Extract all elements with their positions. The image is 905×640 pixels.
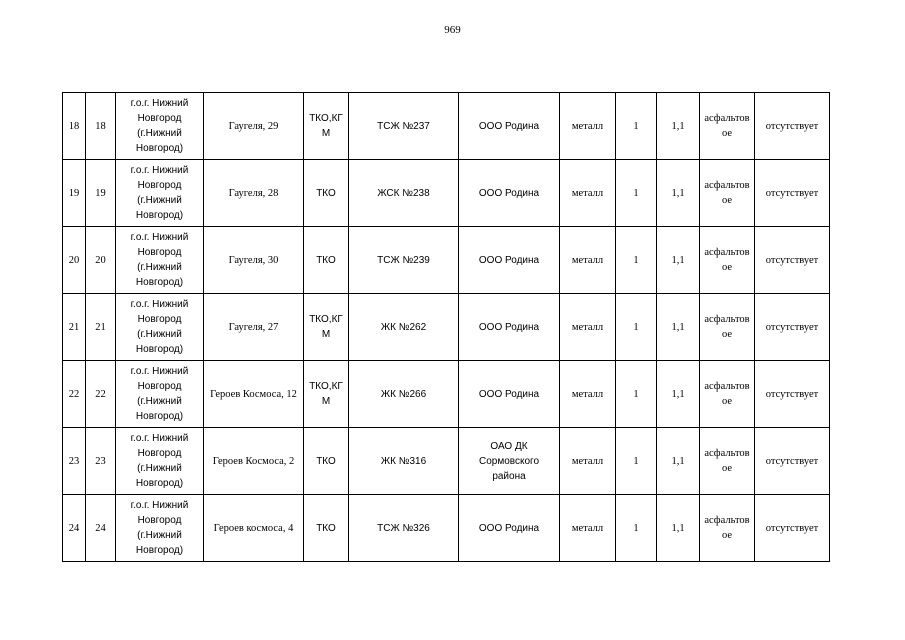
material-cell: металл	[560, 227, 616, 294]
volume-cell: 1,1	[657, 361, 700, 428]
address-cell: Героев Космоса, 2	[204, 428, 304, 495]
address-cell: Гаугеля, 30	[204, 227, 304, 294]
municipality-cell: г.о.г. Нижний Новгород (г.Нижний Новгород)	[116, 495, 204, 562]
row-number-cell: 20	[63, 227, 86, 294]
material-cell: металл	[560, 361, 616, 428]
table-row	[63, 361, 830, 428]
municipality-cell: г.о.г. Нижний Новгород (г.Нижний Новгород)	[116, 428, 204, 495]
waste-type-cell: ТКО	[304, 160, 349, 227]
municipality-cell: г.о.г. Нижний Новгород (г.Нижний Новгород)	[116, 294, 204, 361]
material-cell: металл	[560, 495, 616, 562]
municipality-cell: г.о.г. Нижний Новгород (г.Нижний Новгород)	[116, 160, 204, 227]
customer-cell: ЖК №316	[349, 428, 459, 495]
table-row	[63, 294, 830, 361]
row-index-cell: 18	[86, 93, 116, 160]
fence-cell: отсутствует	[755, 227, 830, 294]
row-index-cell: 22	[86, 361, 116, 428]
company-cell: ООО Родина	[459, 160, 560, 227]
fence-cell: отсутствует	[755, 495, 830, 562]
material-cell: металл	[560, 160, 616, 227]
row-number-cell: 22	[63, 361, 86, 428]
address-cell: Гаугеля, 28	[204, 160, 304, 227]
registry-table	[62, 92, 830, 562]
count-cell: 1	[616, 495, 657, 562]
volume-cell: 1,1	[657, 93, 700, 160]
address-cell: Гаугеля, 29	[204, 93, 304, 160]
waste-type-cell: ТКО	[304, 227, 349, 294]
municipality-cell: г.о.г. Нижний Новгород (г.Нижний Новгород)	[116, 227, 204, 294]
customer-cell: ТСЖ №239	[349, 227, 459, 294]
row-number-cell: 18	[63, 93, 86, 160]
table-row	[63, 160, 830, 227]
customer-cell: ТСЖ №326	[349, 495, 459, 562]
customer-cell: ЖК №262	[349, 294, 459, 361]
fence-cell: отсутствует	[755, 160, 830, 227]
address-cell: Гаугеля, 27	[204, 294, 304, 361]
address-cell: Героев Космоса, 12	[204, 361, 304, 428]
customer-cell: ЖК №266	[349, 361, 459, 428]
waste-type-cell: ТКО	[304, 428, 349, 495]
count-cell: 1	[616, 160, 657, 227]
row-index-cell: 24	[86, 495, 116, 562]
company-cell: ООО Родина	[459, 495, 560, 562]
volume-cell: 1,1	[657, 160, 700, 227]
table-row	[63, 495, 830, 562]
count-cell: 1	[616, 294, 657, 361]
waste-type-cell: ТКО	[304, 495, 349, 562]
row-number-cell: 21	[63, 294, 86, 361]
fence-cell: отсутствует	[755, 93, 830, 160]
row-number-cell: 23	[63, 428, 86, 495]
address-cell: Героев космоса, 4	[204, 495, 304, 562]
surface-cell: асфальтовое	[700, 495, 755, 562]
volume-cell: 1,1	[657, 428, 700, 495]
surface-cell: асфальтовое	[700, 160, 755, 227]
municipality-cell: г.о.г. Нижний Новгород (г.Нижний Новгород)	[116, 93, 204, 160]
table-body	[63, 93, 830, 562]
volume-cell: 1,1	[657, 294, 700, 361]
row-index-cell: 20	[86, 227, 116, 294]
row-number-cell: 19	[63, 160, 86, 227]
municipality-cell: г.о.г. Нижний Новгород (г.Нижний Новгород)	[116, 361, 204, 428]
material-cell: металл	[560, 294, 616, 361]
surface-cell: асфальтовое	[700, 93, 755, 160]
fence-cell: отсутствует	[755, 428, 830, 495]
surface-cell: асфальтовое	[700, 428, 755, 495]
table-row	[63, 227, 830, 294]
surface-cell: асфальтовое	[700, 227, 755, 294]
row-number-cell: 24	[63, 495, 86, 562]
fence-cell: отсутствует	[755, 361, 830, 428]
count-cell: 1	[616, 93, 657, 160]
count-cell: 1	[616, 361, 657, 428]
company-cell: ООО Родина	[459, 294, 560, 361]
company-cell: ОАО ДК Сормовского района	[459, 428, 560, 495]
customer-cell: ТСЖ №237	[349, 93, 459, 160]
customer-cell: ЖСК №238	[349, 160, 459, 227]
row-index-cell: 19	[86, 160, 116, 227]
row-index-cell: 23	[86, 428, 116, 495]
material-cell: металл	[560, 93, 616, 160]
table-row	[63, 428, 830, 495]
page-number: 969	[444, 24, 461, 36]
surface-cell: асфальтовое	[700, 361, 755, 428]
waste-type-cell: ТКО,КГМ	[304, 361, 349, 428]
company-cell: ООО Родина	[459, 227, 560, 294]
company-cell: ООО Родина	[459, 93, 560, 160]
surface-cell: асфальтовое	[700, 294, 755, 361]
volume-cell: 1,1	[657, 495, 700, 562]
table-row	[63, 93, 830, 160]
waste-type-cell: ТКО,КГМ	[304, 294, 349, 361]
row-index-cell: 21	[86, 294, 116, 361]
waste-type-cell: ТКО,КГМ	[304, 93, 349, 160]
company-cell: ООО Родина	[459, 361, 560, 428]
count-cell: 1	[616, 227, 657, 294]
fence-cell: отсутствует	[755, 294, 830, 361]
material-cell: металл	[560, 428, 616, 495]
volume-cell: 1,1	[657, 227, 700, 294]
count-cell: 1	[616, 428, 657, 495]
